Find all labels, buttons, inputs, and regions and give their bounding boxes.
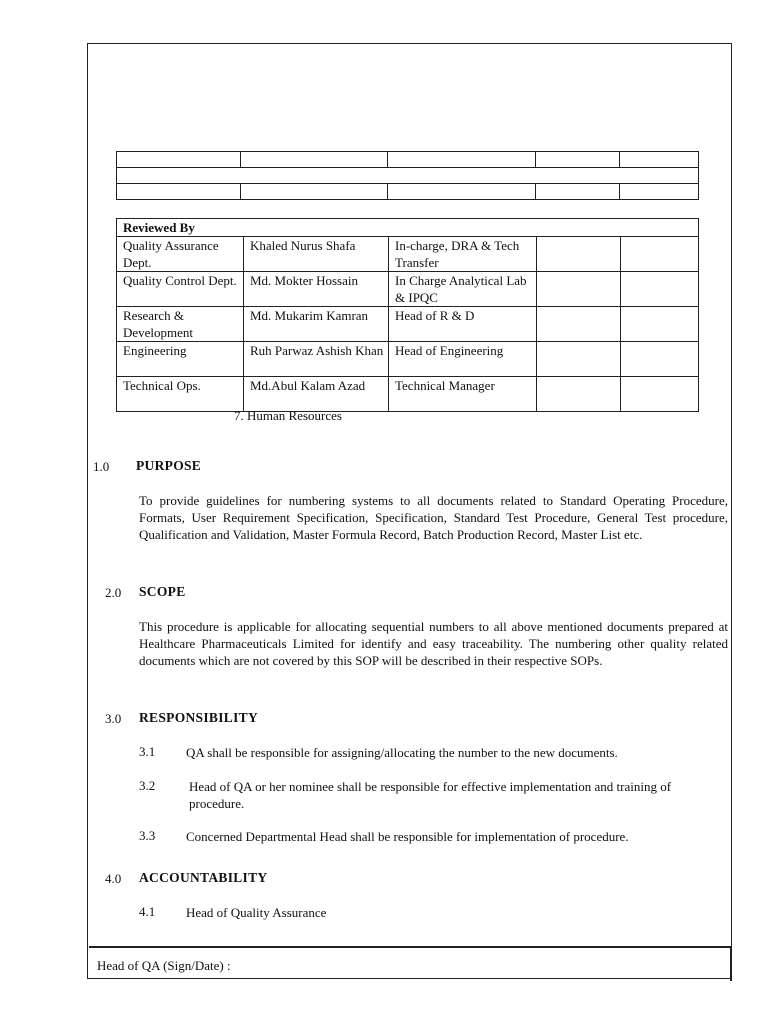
table-row (117, 168, 699, 184)
item-number: 3.1 (139, 744, 156, 759)
title-cell: In-charge, DRA & Tech Transfer (389, 237, 537, 272)
sign-cell (537, 237, 621, 272)
footer-sign-box (89, 946, 732, 981)
item-text: Concerned Departmental Head shall be responsible for implementation of procedure. (186, 829, 629, 844)
title-cell: Technical Manager (389, 377, 537, 412)
table-row (117, 184, 699, 200)
title-cell: Head of R & D (389, 307, 537, 342)
table-row (117, 342, 699, 377)
title-cell: Head of Engineering (389, 342, 537, 377)
sign-date-label: Head of QA (Sign/Date) : (97, 958, 231, 973)
date-cell (621, 272, 699, 307)
section-title-scope: SCOPE (139, 584, 186, 599)
date-cell (621, 377, 699, 412)
header-table (116, 151, 699, 200)
name-cell: Md. Mukarim Kamran (244, 307, 389, 342)
item-text: Head of QA or her nominee shall be responsible for effective implementation and training of procedure. (189, 779, 672, 811)
table-row (117, 152, 699, 168)
section-number: 3.0 (105, 711, 122, 726)
dept-cell: Research & Development (117, 307, 244, 342)
name-cell: Md.Abul Kalam Azad (244, 377, 389, 412)
date-cell (621, 342, 699, 377)
table-note: 7. Human Resources (234, 408, 342, 423)
item-number: 3.2 (139, 778, 156, 793)
name-cell: Ruh Parwaz Ashish Khan (244, 342, 389, 377)
date-cell (621, 237, 699, 272)
sign-cell (537, 342, 621, 377)
dept-cell: Technical Ops. (117, 377, 244, 412)
item-number: 4.1 (139, 904, 156, 919)
sign-cell (537, 377, 621, 412)
name-cell: Md. Mokter Hossain (244, 272, 389, 307)
table-row (117, 272, 699, 307)
title-cell: In Charge Analytical Lab & IPQC (389, 272, 537, 307)
dept-cell: Engineering (117, 342, 244, 377)
name-cell: Khaled Nurus Shafa (244, 237, 389, 272)
section-title-accountability: ACCOUNTABILITY (139, 870, 268, 885)
dept-cell: Quality Assurance Dept. (117, 237, 244, 272)
table-row (117, 377, 699, 412)
section-title-responsibility: RESPONSIBILITY (139, 710, 258, 725)
scope-text: This procedure is applicable for allocating sequential numbers to all above mentioned documents prepared at Healthcare Pharmaceuticals Limited for identify and easy traceability. The numbering other quality related documents which are not covered by this SOP will be described in their respective SOPs. (139, 619, 728, 668)
item-number: 3.3 (139, 828, 156, 843)
reviewed-by-header: Reviewed By (117, 219, 699, 237)
purpose-text: To provide guidelines for numbering systems to all documents related to Standard Operating Procedure, Formats, User Requirement Specification, Specification, Standard Test Procedure, General Test procedure, Qualification and Validation, Master Formula Record, Batch Production Record, Master List etc. (139, 493, 728, 542)
dept-cell: Quality Control Dept. (117, 272, 244, 307)
item-text: Head of Quality Assurance (186, 905, 327, 920)
item-text: QA shall be responsible for assigning/allocating the number to the new documents. (186, 745, 618, 760)
sign-cell (537, 307, 621, 342)
sign-cell (537, 272, 621, 307)
date-cell (621, 307, 699, 342)
section-number: 1.0 (93, 459, 110, 474)
reviewed-by-table (116, 218, 699, 412)
section-number: 2.0 (105, 585, 122, 600)
table-header-row (117, 219, 699, 237)
section-number: 4.0 (105, 871, 122, 886)
table-row (117, 307, 699, 342)
table-row (117, 237, 699, 272)
section-title-purpose: PURPOSE (136, 458, 202, 473)
